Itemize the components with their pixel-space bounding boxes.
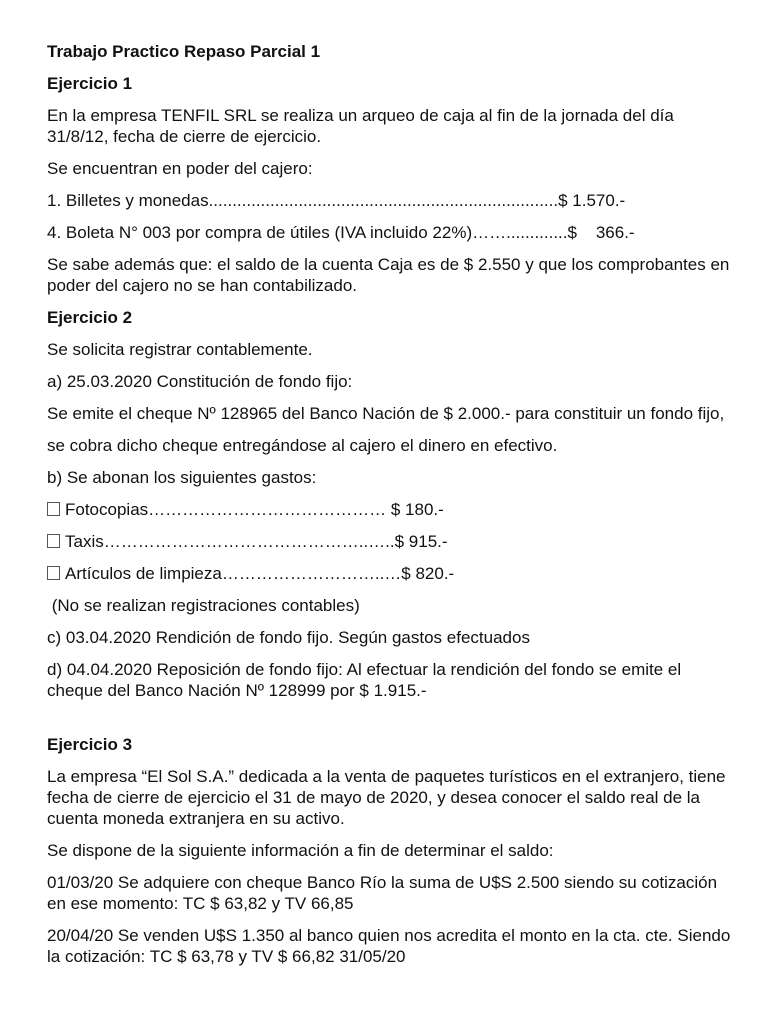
ejercicio-1-intro: En la empresa TENFIL SRL se realiza un arqueo de caja al fin de la jornada del día 31/8/12, fecha de cierre de ejercicio. (47, 106, 674, 146)
ejercicio-2-d-text: d) 04.04.2020 Reposición de fondo fijo: Al efectuar la rendición del fondo se emite el cheque del Banco Nación Nº 128999 por $ 1.915.- (47, 660, 682, 700)
ejercicio-2-a-text-2: se cobra dicho cheque entregándose al cajero el dinero en efectivo. (47, 436, 558, 455)
ejercicio-2-a-text-1: Se emite el cheque Nº 128965 del Banco Nación de $ 2.000.- para constituir un fondo fijo, (47, 404, 725, 423)
ejercicio-2-instruction: Se solicita registrar contablemente. (47, 340, 313, 359)
ejercicio-3-intro: La empresa “El Sol S.A.” dedicada a la venta de paquetes turísticos en el extranjero, tiene fecha de cierre de ejercicio el 31 de mayo de 2020, y desea conocer el saldo real de la cuenta moneda extranjera en su activo. (47, 767, 726, 828)
checkbox-glyph-icon (47, 502, 60, 516)
gasto-item (47, 531, 737, 552)
ejercicio-2-a-title: a) 25.03.2020 Constitución de fondo fijo: (47, 372, 353, 391)
ejercicio-1-heading: Ejercicio 1 (47, 74, 133, 93)
checkbox-glyph-icon (47, 566, 60, 580)
gasto-text: Artículos de limpieza………………………..…$ 820.- (65, 564, 455, 583)
ejercicio-2-b-title: b) Se abonan los siguientes gastos: (47, 468, 317, 487)
gasto-item (47, 499, 737, 520)
ejercicio-3-heading: Ejercicio 3 (47, 735, 133, 754)
ejercicio-2-heading: Ejercicio 2 (47, 308, 133, 327)
document-title: Trabajo Practico Repaso Parcial 1 (47, 42, 321, 61)
ejercicio-3-op-2: 20/04/20 Se venden U$S 1.350 al banco quien nos acredita el monto en la cta. cte. Siendo la cotización: TC $ 63,78 y TV $ 66,82 31/05/20 (47, 926, 731, 966)
ejercicio-1-item-boleta: 4. Boleta N° 003 por compra de útiles (IVA incluido 22%)…….............$ 366.- (47, 223, 635, 242)
gasto-text: Taxis………………………………………..…..$ 915.- (65, 532, 448, 551)
ejercicio-2-c-text: c) 03.04.2020 Rendición de fondo fijo. Según gastos efectuados (47, 628, 530, 647)
document-page (47, 41, 737, 978)
ejercicio-3-op-1: 01/03/20 Se adquiere con cheque Banco Río la suma de U$S 2.500 siendo su cotización en ese momento: TC $ 63,82 y TV 66,85 (47, 873, 718, 913)
ejercicio-1-item-billetes: 1. Billetes y monedas..........................................................................$ 1.570.- (47, 191, 626, 210)
gasto-text: Fotocopias…………………………………… $ 180.- (65, 500, 444, 519)
ejercicio-1-line: Se encuentran en poder del cajero: (47, 159, 313, 178)
gasto-item (47, 563, 737, 584)
ejercicio-3-line: Se dispone de la siguiente información a fin de determinar el saldo: (47, 841, 554, 860)
checkbox-glyph-icon (47, 534, 60, 548)
ejercicio-1-note: Se sabe además que: el saldo de la cuenta Caja es de $ 2.550 y que los comprobantes en poder del cajero no se han contabilizado. (47, 255, 730, 295)
ejercicio-2-b-note: (No se realizan registraciones contables) (47, 596, 360, 615)
spacer (47, 712, 737, 734)
